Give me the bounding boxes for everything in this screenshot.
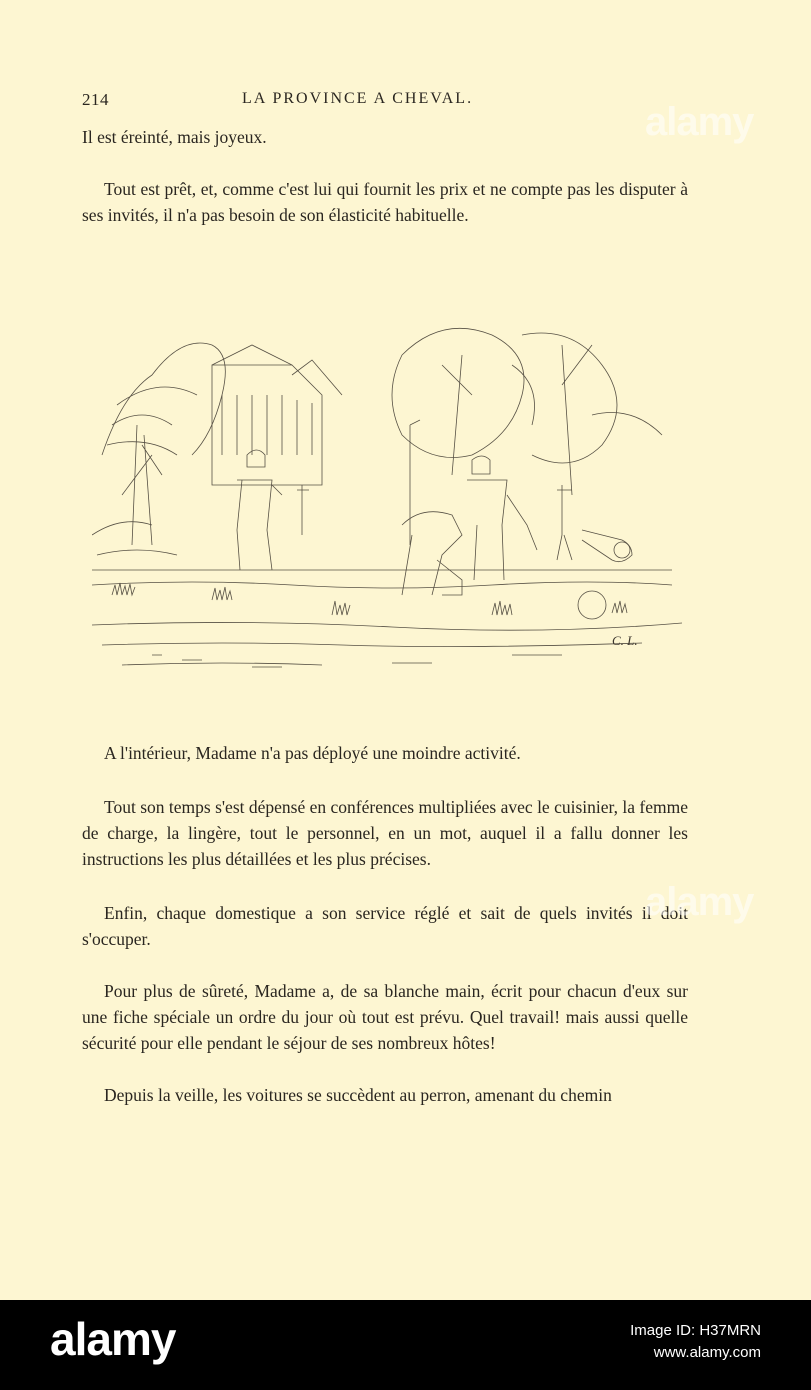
paragraph-text: A l'intérieur, Madame n'a pas déployé une moindre activité. <box>104 743 521 763</box>
paragraph <box>82 900 688 952</box>
paragraph-text: Depuis la veille, les voitures se succèdent au perron, amenant du chemin <box>104 1085 612 1105</box>
illustration-signature: C. L. <box>612 633 638 648</box>
page-header <box>82 90 682 114</box>
stock-image-info <box>630 1320 761 1364</box>
stock-footer-bar <box>0 1300 811 1390</box>
paragraph-text: Enfin, chaque domestique a son service réglé et sait de quels invités il doit s'occuper. <box>82 903 688 949</box>
paragraph <box>82 176 688 228</box>
paragraph <box>82 124 688 150</box>
image-id: Image ID: H37MRN <box>630 1322 761 1339</box>
running-title: LA PROVINCE A CHEVAL. <box>242 90 474 107</box>
paragraph <box>82 794 688 872</box>
paragraph-text: Tout est prêt, et, comme c'est lui qui fournit les prix et ne compte pas les disputer à ses invités, il n'a pas besoin de son élasticité habituelle. <box>82 179 688 225</box>
paragraph <box>82 1082 688 1108</box>
paragraph <box>82 978 688 1056</box>
paragraph-text: Pour plus de sûreté, Madame a, de sa blanche main, écrit pour chacun d'eux sur une fiche spéciale un ordre du jour où tout est prévu. Quel travail! mais aussi quelle sécurité pour elle pendant le séjour de ses nombreux hôtes! <box>82 981 688 1053</box>
page-number: 214 <box>82 90 109 109</box>
watermark: alamy <box>645 100 754 144</box>
engraving-illustration <box>92 295 682 685</box>
paragraph-text: Il est éreinté, mais joyeux. <box>82 127 267 147</box>
stock-url: www.alamy.com <box>653 1344 761 1361</box>
paragraph <box>82 740 688 766</box>
alamy-logo: alamy <box>50 1313 176 1365</box>
watermark: alamy <box>645 880 754 924</box>
paragraph-text: Tout son temps s'est dépensé en conférences multipliées avec le cuisinier, la femme de charge, la lingère, tout le personnel, en un mot, auquel il a fallu donner les instructions les plus détaillées et les plus précises. <box>82 797 688 869</box>
